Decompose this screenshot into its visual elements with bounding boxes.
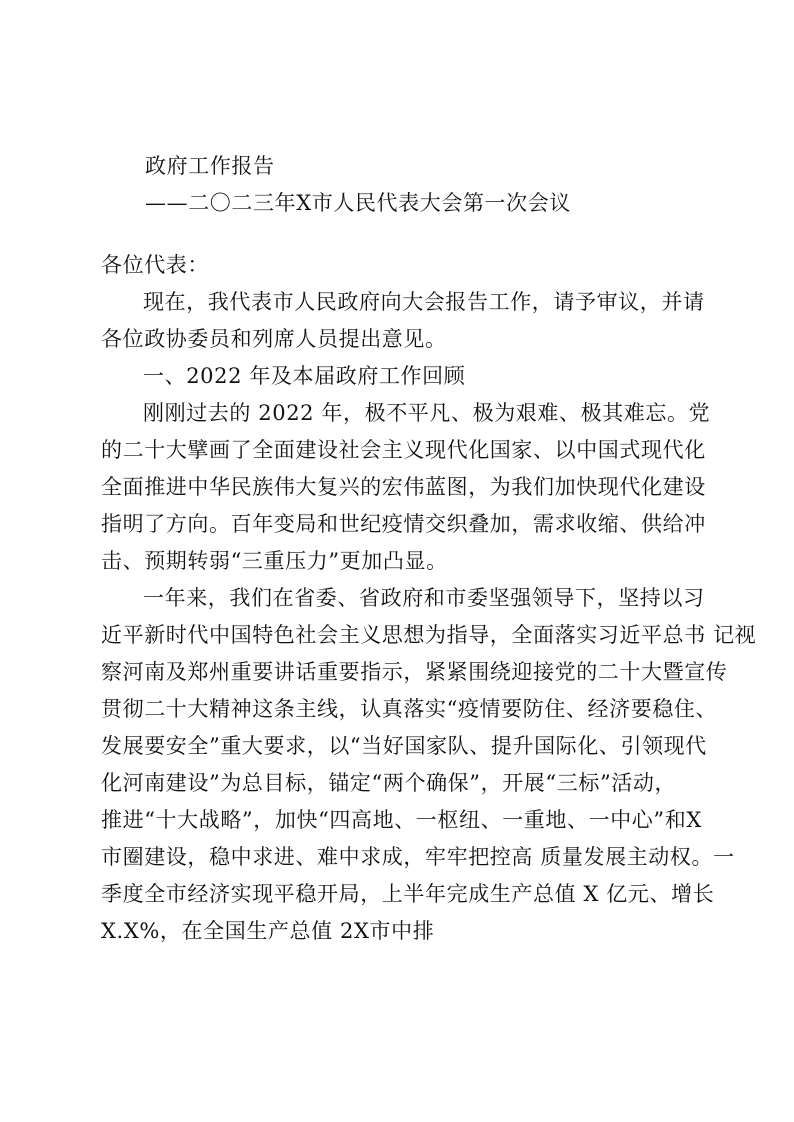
paragraph-line: 各位政协委员和列席人员提出意见。 [101, 327, 447, 351]
paragraph-line: 市圈建设，稳中求进、难中求成，牢牢把控高 质量发展主动权。一 [101, 845, 735, 869]
paragraph-line: 击、预期转弱“三重压力”更加凸显。 [101, 549, 448, 573]
paragraph-line: 指明了方向。百年变局和世纪疫情交织叠加，需求收缩、供给冲 [101, 512, 706, 536]
paragraph-line: 季度全市经济实现平稳开局，上半年完成生产总值 X 亿元、增长 [101, 882, 715, 906]
paragraph-line: 刚刚过去的 2022 年，极不平凡、极为艰难、极其难忘。党 [143, 401, 711, 425]
document-subtitle: ——二〇二三年X市人民代表大会第一次会议 [145, 191, 571, 215]
paragraph-line: X.X%，在全国生产总值 2X市中排 [101, 919, 435, 943]
section-heading: 一、2022 年及本届政府工作回顾 [143, 364, 466, 388]
paragraph-line: 全面推进中华民族伟大复兴的宏伟蓝图，为我们加快现代化建设 [101, 475, 706, 499]
paragraph-line: 现在，我代表市人民政府向大会报告工作，请予审议，并请 [143, 290, 705, 314]
paragraph-line: 推进“十大战略”，加快“四高地、一枢纽、一重地、一中心”和X [101, 808, 702, 832]
paragraph-line: 发展要安全”重大要求，以“当好国家队、提升国际化、引领现代 [101, 734, 707, 758]
paragraph-line: 察河南及郑州重要讲话重要指示，紧紧围绕迎接党的二十大暨宣传 [101, 660, 728, 684]
paragraph-line: 化河南建设”为总目标，锚定“两个确保”，开展“三标”活动， [101, 771, 677, 795]
salutation: 各位代表： [101, 253, 209, 277]
paragraph-line: 一年来，我们在省委、省政府和市委坚强领导下，坚持以习 [143, 586, 705, 610]
paragraph-line: 贯彻二十大精神这条主线，认真落实“疫情要防住、经济要稳住、 [101, 697, 718, 721]
document-body [101, 148, 757, 950]
paragraph-line: 近平新时代中国特色社会主义思想为指导，全面落实习近平总书 记视 [101, 623, 757, 647]
paragraph-line: 的二十大擘画了全面建设社会主义现代化国家、以中国式现代化 [101, 438, 706, 462]
document-title: 政府工作报告 [145, 154, 275, 178]
